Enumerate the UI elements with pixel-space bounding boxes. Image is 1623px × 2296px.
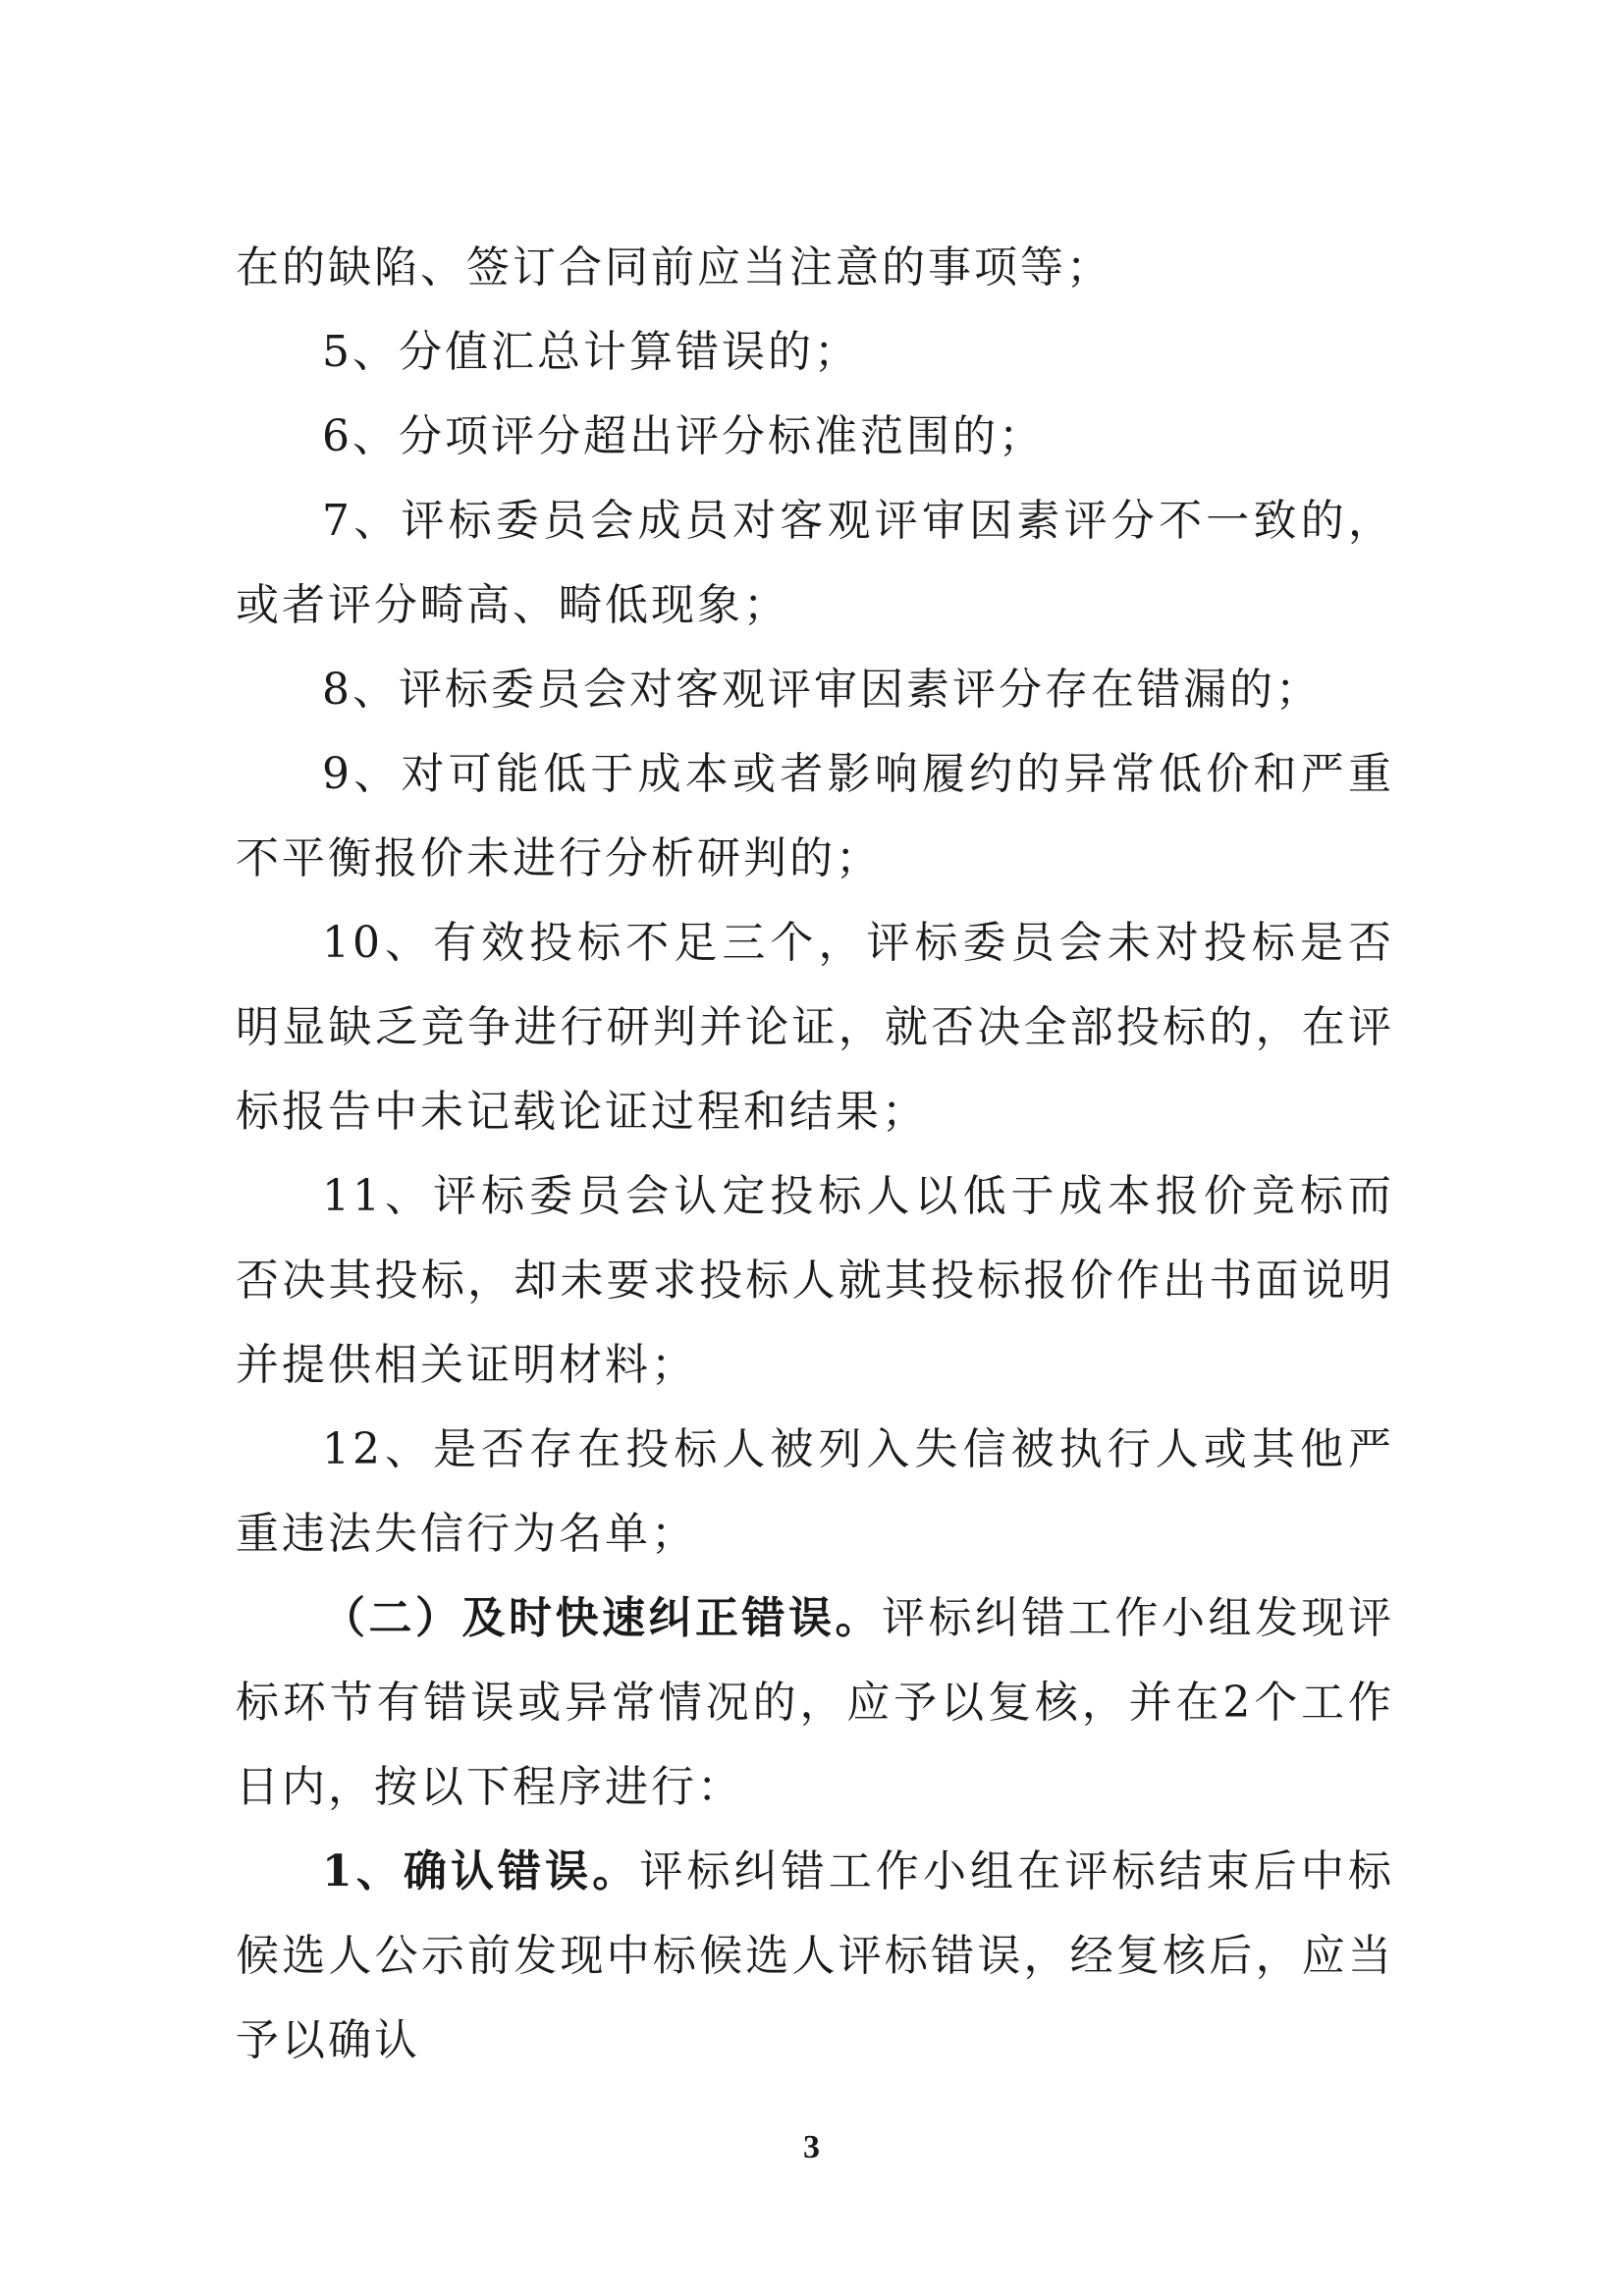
list-item-8: 8、评标委员会对客观评审因素评分存在错漏的；	[322, 665, 1322, 715]
item-one-heading: 1、确认错误。	[322, 1846, 640, 1896]
list-item-11: 11、评标委员会认定投标人以低于成本报价竞标而否决其投标，却未要求投标人就其投标报价作出书面说明并提供相关证明材料；	[236, 1171, 1394, 1390]
section-two-body: 评标纠错工作小组发现评标环节有错误或异常情况的，应予以复核，并在2个工作日内，按以下程序进行：	[236, 1593, 1394, 1812]
list-item-5: 5、分值汇总计算错误的；	[322, 327, 860, 377]
item-one-paragraph	[236, 1830, 1394, 2083]
list-item-6: 6、分项评分超出评分标准范围的；	[322, 411, 1045, 461]
list-item-7: 7、评标委员会成员对客观评审因素评分不一致的，或者评分畸高、畸低现象；	[236, 496, 1394, 630]
section-two-heading: （二）及时快速纠正错误。	[322, 1593, 882, 1643]
item-one-body: 评标纠错工作小组在评标结束后中标候选人公示前发现中标候选人评标错误，经复核后，应当予以确认	[236, 1846, 1394, 2065]
list-item-10: 10、有效投标不足三个，评标委员会未对投标是否明显缺乏竞争进行研判并论证，就否决全部投标的，在评标报告中未记载论证过程和结果；	[236, 918, 1394, 1137]
list-item-12: 12、是否存在投标人被列入失信被执行人或其他严重违法失信行为名单；	[236, 1424, 1394, 1559]
list-item-9: 9、对可能低于成本或者影响履约的异常低价和严重不平衡报价未进行分析研判的；	[236, 749, 1394, 883]
paragraph-continuation: 在的缺陷、签订合同前应当注意的事项等；	[236, 242, 1112, 293]
page-number: 3	[803, 2129, 820, 2165]
section-two-paragraph	[236, 1576, 1394, 1830]
